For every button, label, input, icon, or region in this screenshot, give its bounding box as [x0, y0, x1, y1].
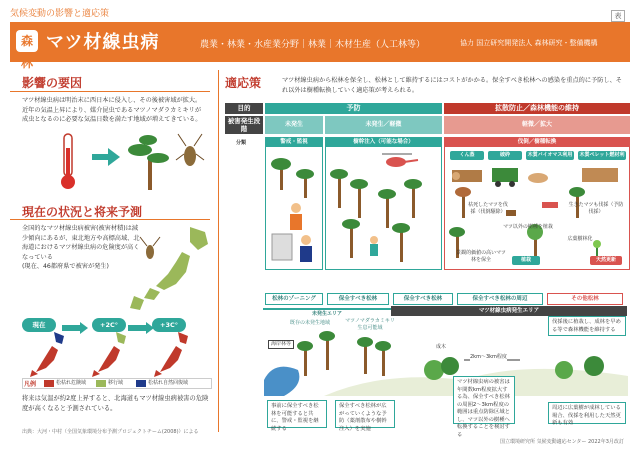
zone-surrounding: 保全すべき松林の周辺	[457, 293, 543, 305]
current-body-text: 全国的なマツ材線虫病被害(被害材積)は減少傾向にあるが、東北地方や高標高域、北海道におけるマツ材線虫病の危険度が高くなっている	[22, 225, 140, 261]
pine-tree-icon	[404, 179, 422, 218]
map-label-plus2: +2C°	[92, 318, 126, 332]
pine-tree-icon	[378, 189, 396, 228]
area-none-note-existing: 既存の未発生地域	[290, 320, 331, 326]
note-inject: 保全すべき松林が広がっていくような予防（薬剤散布や樹幹注入）を実施	[335, 400, 395, 428]
guard-label: 警戒・監視	[265, 137, 323, 147]
natural-caption: 広葉樹林化	[567, 236, 593, 242]
row-label-purpose: 目的	[225, 103, 263, 114]
arrow-right-icon	[92, 148, 120, 166]
pine-tree-icon	[297, 341, 313, 376]
zone-zoning: 松林のゾーニング	[265, 293, 323, 305]
area-occur-band: マツ材線虫病発生エリア	[391, 306, 627, 316]
column-divider	[218, 70, 219, 432]
cut-caption-plant: マツ以外の樹種を植栽	[503, 224, 553, 230]
pine-tree-icon	[271, 158, 291, 190]
note-natural: 周辺に広葉樹が成林している場合、伐採を利用した天然更新も有効	[548, 402, 626, 424]
map-current	[30, 332, 64, 377]
row-label-stage: 被害発生段階	[225, 116, 263, 134]
person-phone-icon	[300, 235, 312, 262]
footer-credit: 国立環境研究所 気候変動適応センター 2022年3月改訂	[500, 439, 624, 445]
current-section-title: 現在の状況と将来予測	[22, 205, 143, 219]
measures-section-title: 適応策	[225, 76, 262, 90]
guard-illustration	[266, 148, 322, 268]
beetle-icon	[140, 237, 160, 259]
purpose-prevent: 予防	[265, 103, 442, 114]
row-label-type: 分類	[236, 140, 247, 146]
legend-swatch-recover	[136, 380, 146, 387]
landscape-illustration	[264, 330, 628, 396]
natural-regen: 天然更新	[590, 256, 622, 265]
helicopter-icon	[382, 154, 418, 167]
area-none-band: 未発生エリア	[263, 308, 391, 316]
cause-section-title: 影響の要因	[22, 76, 83, 90]
forest-icon: 森林	[16, 30, 38, 52]
pine-tree-icon	[342, 219, 360, 258]
stage-mild-spread: 軽微／拡大	[444, 116, 630, 134]
note-prevent: 事前に保全すべき松林を可能すると共に、警戒・監視を継続する	[267, 400, 327, 428]
building-icon	[272, 234, 292, 260]
map-label-current: 現在	[22, 318, 56, 332]
legend-swatch-transition	[96, 380, 106, 387]
organization-credit: 協力 国立研究開発法人 森林研究・整備機構	[460, 39, 598, 47]
zone-preserve-1: 保全すべき松林	[327, 293, 389, 305]
natural-plant: 植栽	[512, 256, 540, 265]
map-plus2	[92, 332, 126, 377]
truck-icon	[492, 168, 518, 187]
inject-illustration	[326, 148, 441, 268]
wood-stack-icon	[582, 168, 618, 182]
stage-none: 未発生	[265, 116, 323, 134]
legend-label-danger: 松枯れ危険域	[56, 380, 87, 386]
thermometer-icon	[61, 134, 75, 189]
pine-tree-icon	[350, 179, 368, 218]
cut-item-fumigation: くん蒸	[450, 151, 484, 160]
zone-other: その他松林	[547, 293, 623, 305]
cause-body: マツ材線虫病は明治末に西日本に侵入し、その後被害域が拡大。近年の気温上昇により、媒介昆虫であるマツノマダラカミキリが成虫となるのに必要な気温日数を満たす地域が増えてきている。	[22, 97, 202, 123]
sea-shape	[264, 367, 299, 396]
cut-item-crush: 破砕	[488, 151, 522, 160]
pine-tree-icon	[392, 223, 410, 262]
tab-mark: 表	[611, 10, 625, 22]
beetle-icon	[176, 134, 204, 166]
pine-tree-icon	[330, 169, 348, 208]
note-buffer: マツ材線虫病の被害は年間数km程度拡大する為、保全すべき松林の周囲2～3km程度の範囲は重点防除区域とし、マツ以外の樹種へ転換することを検討する	[453, 376, 515, 424]
legend-label-recover: 松枯れ自然回復域	[148, 380, 189, 386]
worker-icon	[370, 236, 378, 256]
cut-item-biomass: 木質バイオマス利用	[527, 152, 573, 158]
purpose-spread: 拡散防止／森林機能の維持	[444, 103, 630, 114]
cut-caption-living: 生きたマツも伐採（予防伐採）	[568, 202, 624, 215]
cause-divider	[10, 91, 210, 92]
pine-tree-icon	[319, 331, 335, 370]
cut-caption-dead: 枯死したマツを伐採（伐倒駆除）	[468, 202, 508, 215]
distance-label: 2km～3km程度	[470, 354, 507, 360]
pellet-icon	[528, 173, 548, 183]
terrain-label: 海岸林等	[268, 340, 294, 349]
pine-tree-icon	[357, 337, 373, 374]
page-title: マツ材線虫病	[46, 32, 160, 53]
cut-label: 伐倒／樹種転換	[444, 137, 630, 147]
cause-illustration	[50, 128, 215, 198]
measures-description: マツ材線虫病から松林を保全し、松林として維持するにはコストがかかる。保全すべき松林への感染を重点的に予防し、それ以外は樹種転換していく適応策が考えられる。	[282, 77, 622, 94]
projection-maps	[20, 330, 215, 378]
stage-none-mild: 未発生／軽微	[325, 116, 442, 134]
log-pile-icon	[452, 170, 482, 182]
map-plus3	[154, 332, 188, 377]
worker-icon	[290, 203, 302, 230]
current-body-note: (現在、46都府県で被害が発生)	[22, 263, 109, 270]
pine-tree-icon	[128, 135, 169, 190]
japan-map-illustration	[120, 222, 215, 312]
legend-title: 凡例	[24, 381, 37, 388]
page-subtitle: 農業・林業・水産業分野｜林業｜木材生産（人工林等）	[200, 40, 426, 50]
arrow-caption: 景観的価値の高いマツ林を保全	[456, 250, 506, 263]
current-divider	[10, 219, 210, 220]
prediction-note: 将来は気温が約2度上昇すると、北海道もマツ材線虫病被害の危険度が高くなると予測されている。	[22, 395, 209, 412]
cut-item-pellet: 木質ペレット燃材利用	[579, 152, 625, 167]
zone-preserve-2: 保全すべき松林	[393, 293, 453, 305]
inject-label: 樹幹注入（可能な場合）	[325, 137, 442, 147]
growth-label: 成木	[436, 344, 447, 350]
legend-label-transition: 移行域	[108, 380, 124, 386]
area-none-note-habitat: マツノマダラカミキリ生息可能域	[345, 318, 395, 331]
note-plant: 伐採後に植栽し、成林を早める等で森林機能を維持する	[548, 316, 626, 336]
source-credit: 出典：大河・中村（全国気象環境分布予測プロジェクトチーム(2008)）による	[22, 429, 199, 435]
map-label-plus3: +3C°	[152, 318, 186, 332]
pine-tree-icon	[375, 341, 391, 376]
chainsaw-icon	[542, 202, 558, 208]
topline-label: 気候変動の影響と適応策	[10, 9, 110, 19]
legend-swatch-danger	[44, 380, 54, 387]
pine-tree-icon	[296, 169, 314, 198]
